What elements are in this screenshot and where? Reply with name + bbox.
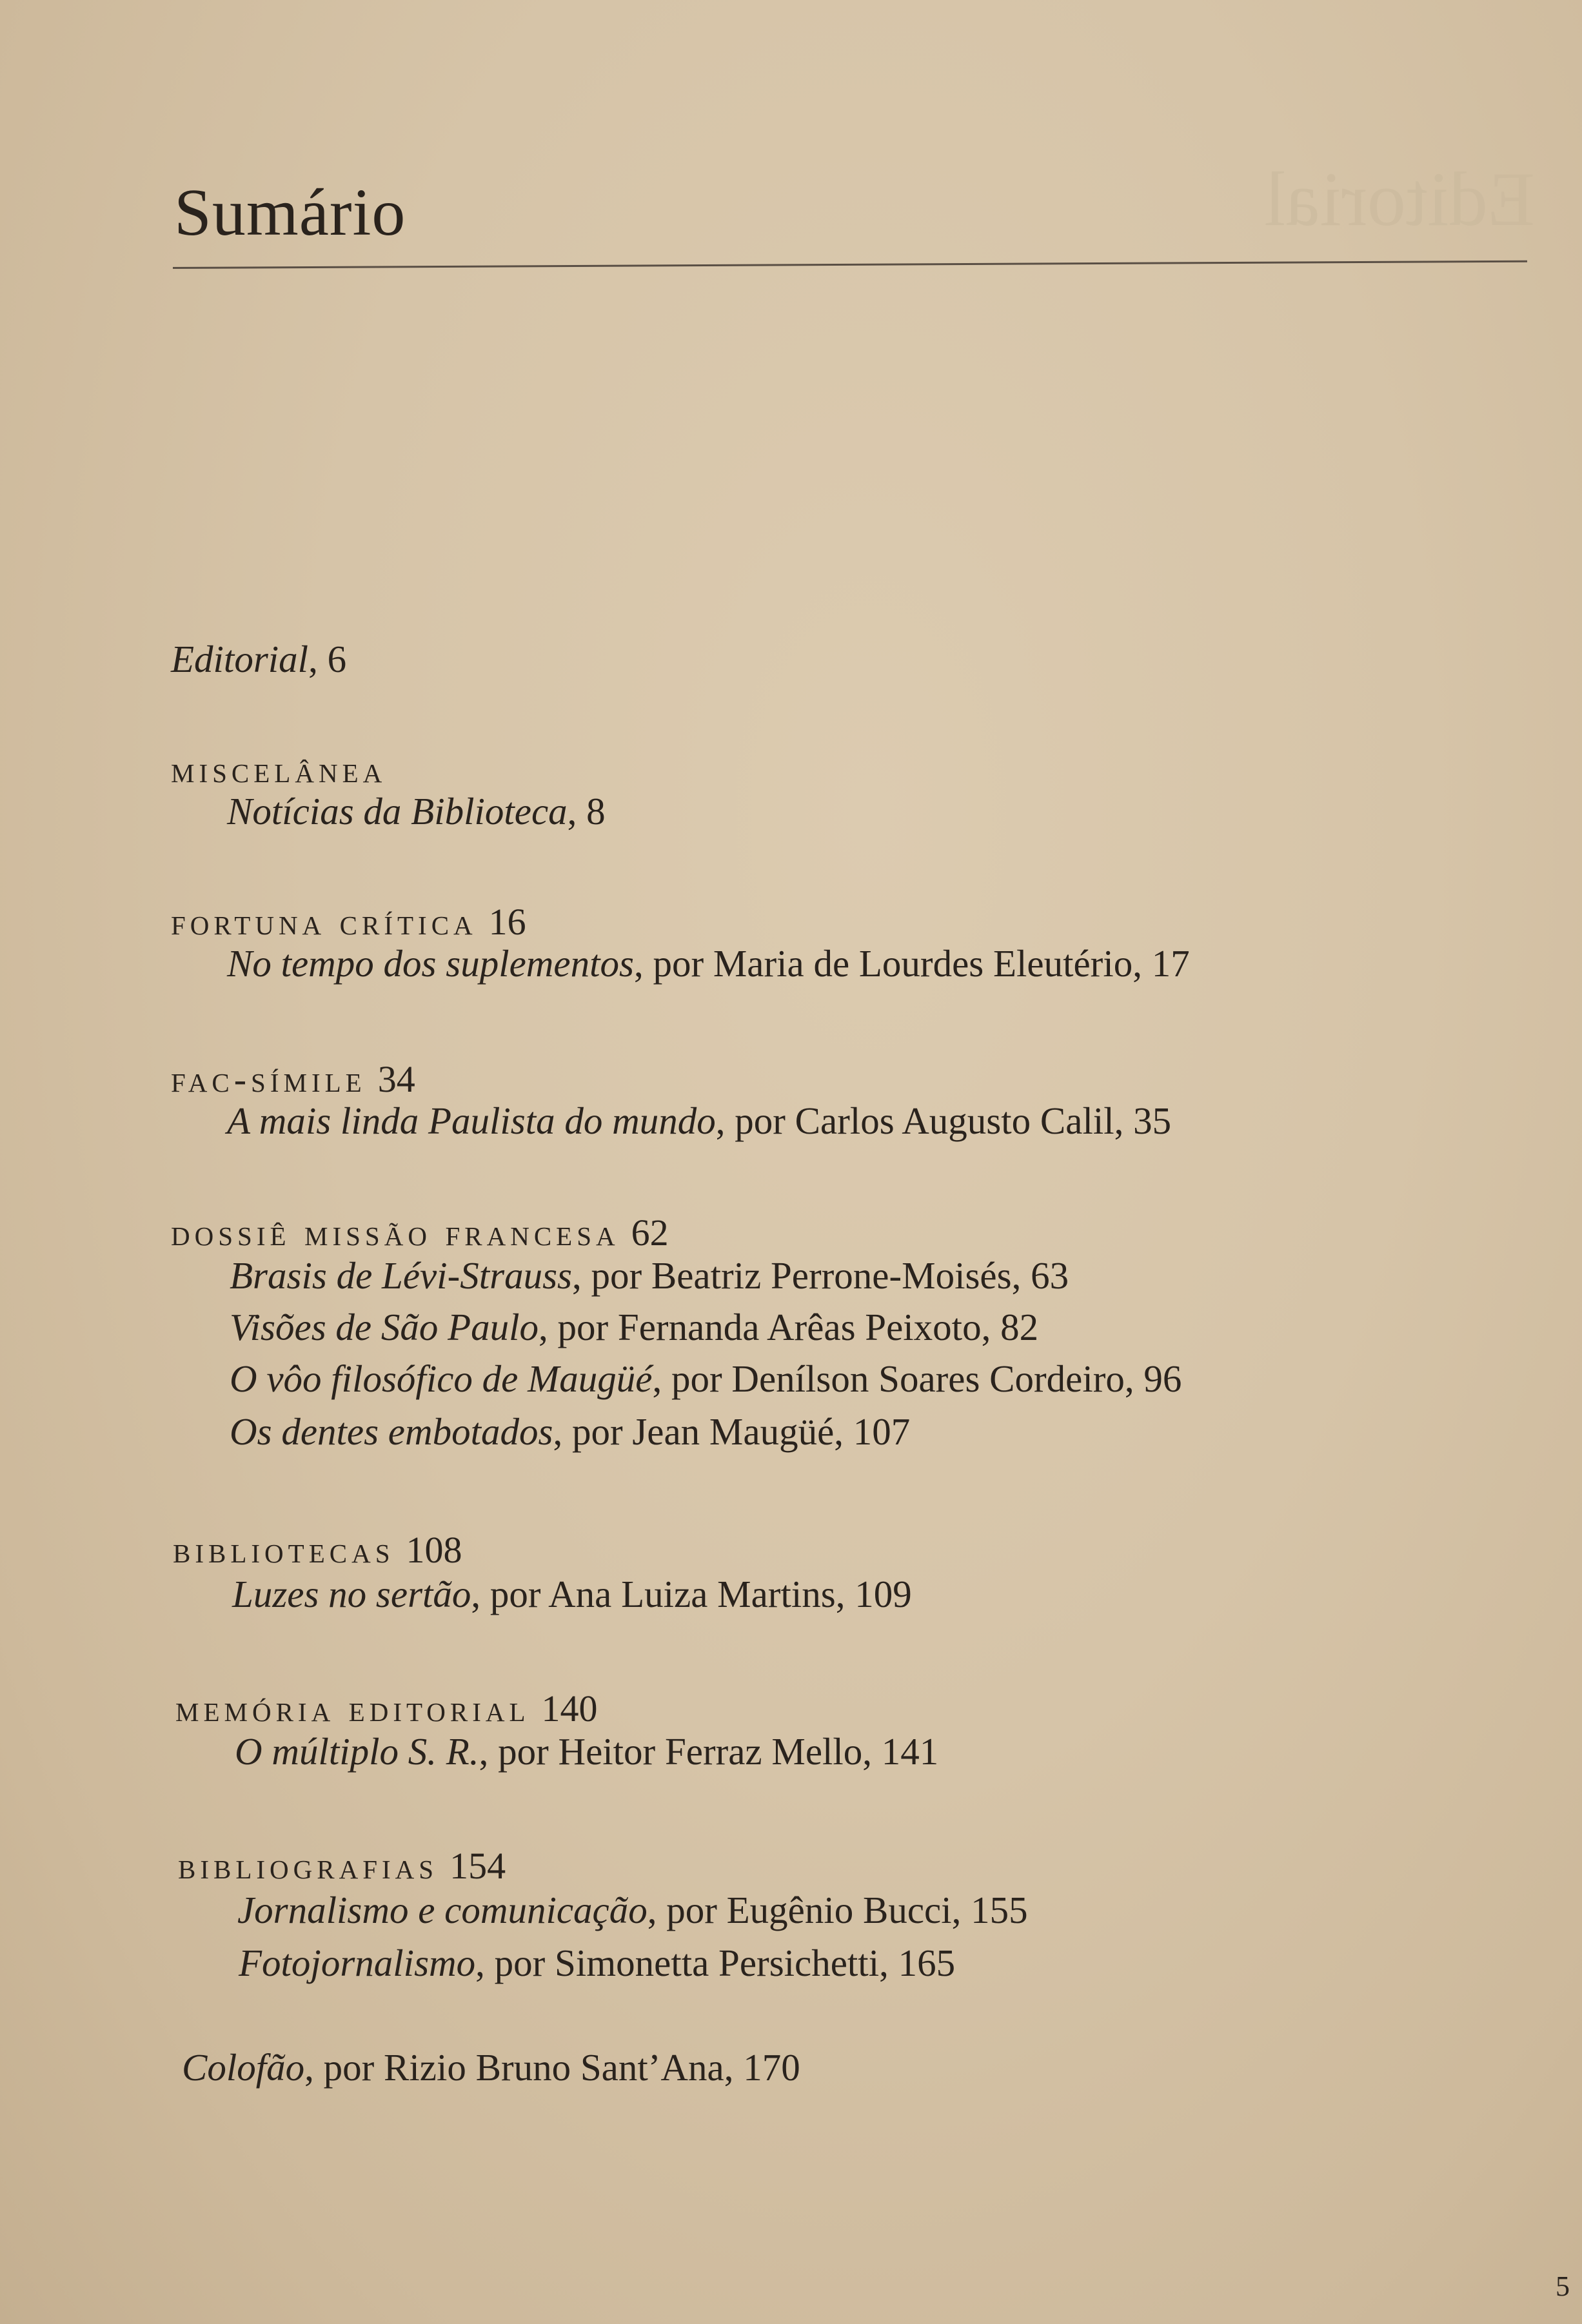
section-page: 108 bbox=[406, 1529, 462, 1571]
section-name: bibliografias bbox=[178, 1845, 439, 1887]
entry-rest: , por Ana Luiza Martins, 109 bbox=[471, 1573, 912, 1615]
title-rule bbox=[173, 261, 1527, 269]
entry-rest: , por Fernanda Arêas Peixoto, 82 bbox=[539, 1306, 1039, 1348]
entry-rest: , 8 bbox=[567, 790, 606, 832]
toc-editorial[interactable] bbox=[171, 637, 346, 682]
section-page: 34 bbox=[377, 1058, 415, 1100]
toc-entry[interactable] bbox=[237, 1888, 1028, 1933]
section-heading bbox=[171, 1211, 669, 1254]
section-heading bbox=[175, 1687, 598, 1730]
entry-page: , 6 bbox=[308, 638, 347, 680]
entry-title: O vôo filosófico de Maugüé bbox=[230, 1357, 653, 1400]
entry-title: Editorial bbox=[171, 638, 309, 680]
entry-title: O múltiplo S. R. bbox=[235, 1730, 479, 1773]
entry-title: Luzes no sertão bbox=[232, 1573, 471, 1615]
section-name: fortuna crítica bbox=[171, 901, 477, 943]
entry-title: Jornalismo e comunicação bbox=[237, 1889, 648, 1931]
entry-rest: , por Simonetta Persichetti, 165 bbox=[475, 1942, 956, 1984]
entry-rest: , por Beatriz Perrone-Moisés, 63 bbox=[572, 1254, 1069, 1297]
page-title: Sumário bbox=[174, 175, 406, 250]
show-through-text: Editorial bbox=[1264, 156, 1535, 242]
toc-entry[interactable] bbox=[230, 1357, 1182, 1401]
section-name: fac-símile bbox=[171, 1058, 366, 1100]
entry-rest: , por Heitor Ferraz Mello, 141 bbox=[479, 1730, 939, 1773]
entry-title: Visões de São Paulo bbox=[230, 1306, 539, 1348]
section-heading bbox=[171, 1058, 415, 1101]
toc-entry[interactable] bbox=[230, 1305, 1038, 1350]
entry-rest: , por Eugênio Bucci, 155 bbox=[647, 1889, 1028, 1931]
toc-entry[interactable] bbox=[232, 1572, 912, 1617]
entry-rest: , por Carlos Augusto Calil, 35 bbox=[715, 1099, 1172, 1142]
section-heading bbox=[171, 748, 386, 791]
entry-title: Notícias da Biblioteca bbox=[227, 790, 568, 832]
section-heading bbox=[173, 1528, 462, 1571]
toc-entry[interactable] bbox=[230, 1254, 1069, 1298]
section-heading bbox=[178, 1844, 506, 1887]
section-heading bbox=[171, 900, 526, 943]
toc-colophon[interactable] bbox=[182, 2045, 800, 2090]
entry-title: Fotojornalismo bbox=[239, 1942, 476, 1984]
toc-entry[interactable] bbox=[235, 1729, 938, 1774]
entry-rest: , por Maria de Lourdes Eleutério, 17 bbox=[633, 942, 1190, 985]
entry-title: No tempo dos suplementos bbox=[227, 942, 634, 985]
entry-rest: , por Denílson Soares Cordeiro, 96 bbox=[652, 1357, 1182, 1400]
toc-entry[interactable] bbox=[239, 1941, 955, 1985]
section-page: 62 bbox=[631, 1212, 669, 1254]
page-number: 5 bbox=[1556, 2270, 1570, 2302]
section-name: bibliotecas bbox=[173, 1529, 395, 1571]
entry-title: Os dentes embotados bbox=[230, 1410, 553, 1453]
entry-title: Brasis de Lévi-Strauss bbox=[230, 1254, 572, 1297]
section-name: memória editorial bbox=[175, 1688, 530, 1729]
toc-entry[interactable] bbox=[227, 789, 606, 834]
section-page: 16 bbox=[488, 901, 526, 943]
section-name: miscelânea bbox=[171, 749, 387, 791]
entry-rest: , por Jean Maugüé, 107 bbox=[553, 1410, 911, 1453]
section-page: 140 bbox=[541, 1688, 598, 1729]
section-page: 154 bbox=[450, 1845, 506, 1887]
entry-title: Colofão bbox=[182, 2046, 305, 2089]
entry-rest: , por Rizio Bruno Sant’Ana, 170 bbox=[304, 2046, 800, 2089]
toc-entry[interactable] bbox=[227, 1099, 1171, 1143]
toc-entry[interactable] bbox=[230, 1410, 910, 1454]
toc-entry[interactable] bbox=[227, 941, 1190, 986]
entry-title: A mais linda Paulista do mundo bbox=[227, 1099, 716, 1142]
section-name: dossiê missão francesa bbox=[171, 1212, 620, 1254]
